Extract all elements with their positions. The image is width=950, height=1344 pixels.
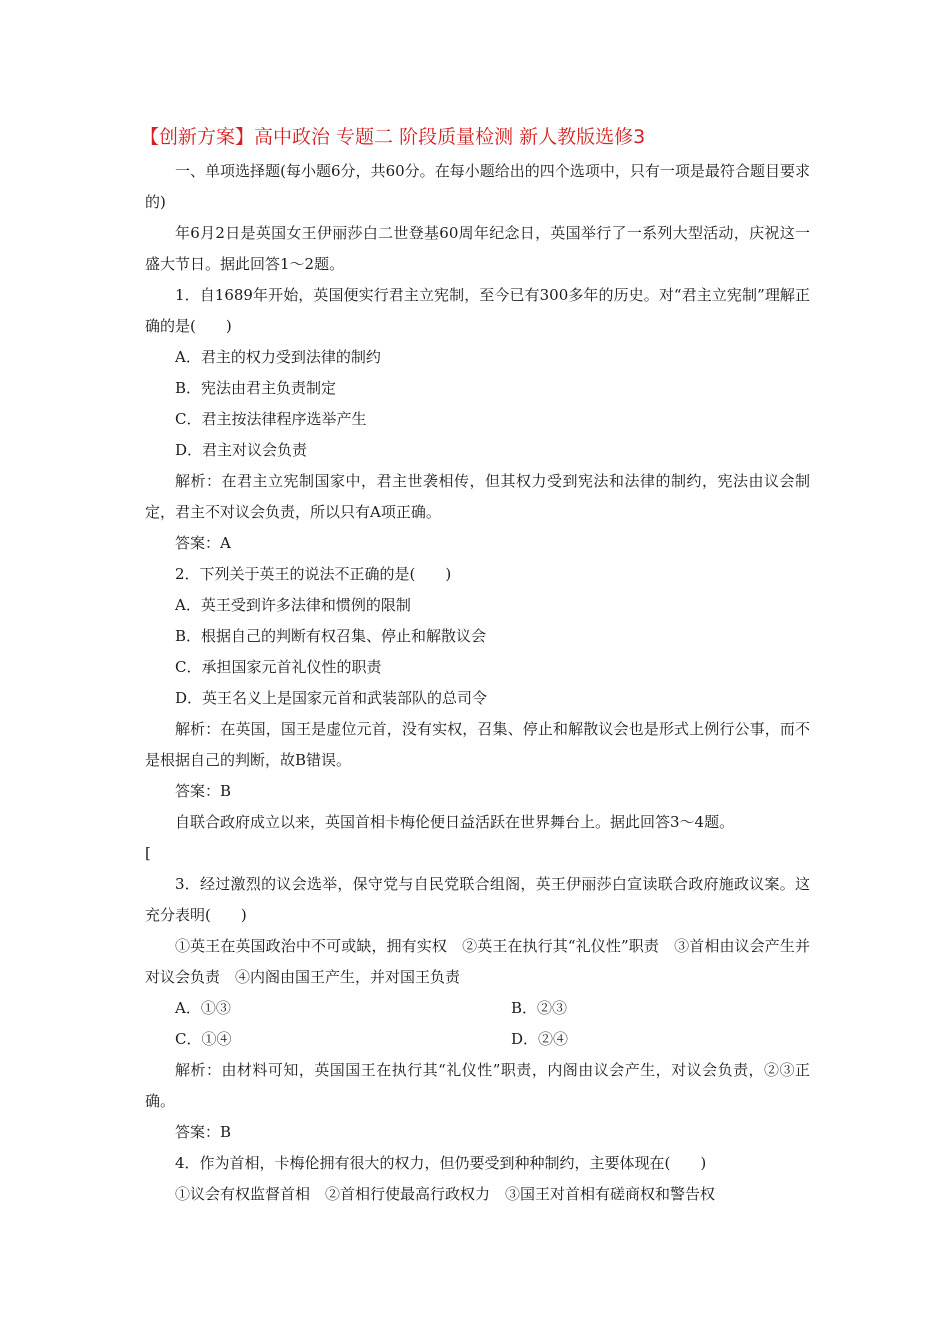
intro-paragraph-2: 自联合政府成立以来，英国首相卡梅伦便日益活跃在世界舞台上。据此回答3～4题。 (175, 813, 735, 831)
question-3-option-a: A．①③ (175, 999, 231, 1017)
question-2-answer: 答案：B (175, 782, 232, 800)
question-2-option-a: A．英王受到许多法律和惯例的限制 (175, 596, 411, 614)
question-1-option-d: D．君主对议会负责 (175, 441, 308, 459)
question-3-options-row-2 (145, 1024, 810, 1055)
question-4-stem: 4．作为首相，卡梅伦拥有很大的权力，但仍要受到种种制约，主要体现在( ) (175, 1154, 707, 1172)
question-1-analysis: 解析：在君主立宪制国家中，君主世袭相传，但其权力受到宪法和法律的制约，宪法由议会制定，君主不对议会负责，所以只有A项正确。 (145, 472, 810, 521)
stray-bracket: [ (145, 844, 151, 862)
document-body (145, 156, 810, 1210)
question-3-options-row-1 (145, 993, 810, 1024)
question-3-option-c: C．①④ (175, 1030, 232, 1048)
question-3-option-d: D．②④ (511, 1030, 569, 1048)
question-1-option-c: C．君主按法律程序选举产生 (175, 410, 367, 428)
question-1-answer: 答案：A (175, 534, 231, 552)
question-4-items: ①议会有权监督首相 ②首相行使最高行政权力 ③国王对首相有磋商权和警告权 (175, 1185, 716, 1203)
question-1-stem: 1．自1689年开始，英国便实行君主立宪制，至今已有300多年的历史。对“君主立宪制”理解正确的是( ) (145, 286, 810, 335)
question-1-option-b: B．宪法由君主负责制定 (175, 379, 337, 397)
question-2-option-c: C．承担国家元首礼仪性的职责 (175, 658, 382, 676)
question-2-stem: 2．下列关于英王的说法不正确的是( ) (175, 565, 452, 583)
question-3-answer: 答案：B (175, 1123, 232, 1141)
question-2-analysis: 解析：在英国，国王是虚位元首，没有实权，召集、停止和解散议会也是形式上例行公事，而不是根据自己的判断，故B错误。 (145, 720, 810, 769)
question-1-option-a: A．君主的权力受到法律的制约 (175, 348, 381, 366)
question-3-items: ①英王在英国政治中不可或缺，拥有实权 ②英王在执行其“礼仪性”职责 ③首相由议会产生并对议会负责 ④内阁由国王产生，并对国王负责 (145, 937, 810, 986)
question-2-option-d: D．英王名义上是国家元首和武装部队的总司令 (175, 689, 488, 707)
question-3-option-b: B．②③ (511, 999, 568, 1017)
question-3-stem: 3．经过激烈的议会选举，保守党与自民党联合组阁，英王伊丽莎白宣读联合政府施政议案。这充分表明( ) (145, 875, 810, 924)
question-2-option-b: B．根据自己的判断有权召集、停止和解散议会 (175, 627, 487, 645)
question-3-analysis: 解析：由材料可知，英国国王在执行其“礼仪性”职责，内阁由议会产生，对议会负责，②③正确。 (145, 1061, 810, 1110)
intro-paragraph-1: 年6月2日是英国女王伊丽莎白二世登基60周年纪念日，英国举行了一系列大型活动，庆祝这一盛大节日。据此回答1～2题。 (145, 224, 810, 273)
section-heading: 一、单项选择题(每小题6分，共60分。在每小题给出的四个选项中，只有一项是最符合题目要求的) (145, 162, 810, 211)
page-title: 【创新方案】高中政治 专题二 阶段质量检测 新人教版选修3 (140, 126, 646, 148)
